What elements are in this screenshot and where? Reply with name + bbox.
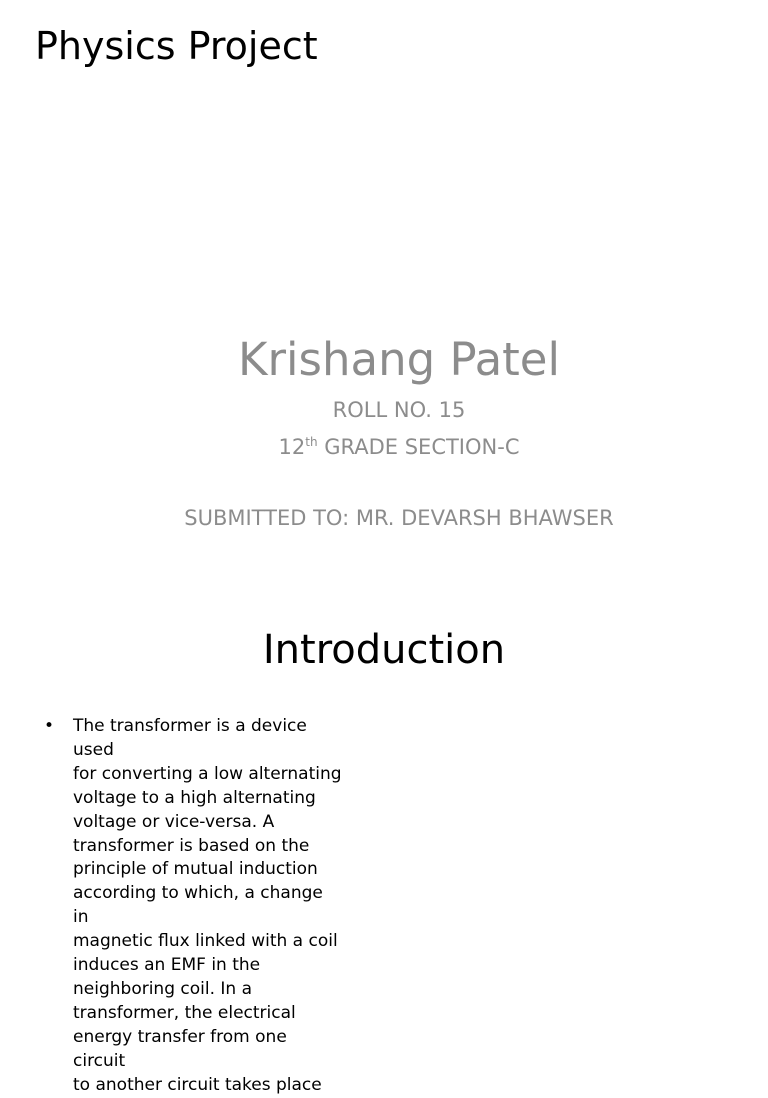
grade-number: 12 — [278, 435, 306, 459]
bullet-line: magnetic flux linked with a coil — [73, 931, 338, 952]
bullet-line: transformer is based on the — [73, 835, 310, 856]
roll-number: ROLL NO. 15 — [332, 398, 466, 422]
introduction-bullet-list — [42, 715, 342, 1098]
bullet-line: for converting a low alternating — [73, 763, 342, 784]
bullet-line: voltage to a high alternating — [73, 787, 316, 808]
bullet-line: transformer, the electrical — [73, 1002, 296, 1023]
page-title: Physics Project — [35, 24, 318, 68]
bullet-line: The transformer is a device used — [73, 716, 307, 760]
author-name: Krishang Patel — [238, 333, 560, 386]
bullet-dot-icon: • — [44, 716, 55, 736]
bullet-item — [42, 715, 342, 1098]
introduction-heading: Introduction — [262, 627, 506, 673]
bullet-line: neighboring coil. In a — [73, 978, 253, 999]
grade-section — [0, 434, 768, 460]
author-block — [0, 330, 768, 531]
bullet-line: according to which, a change in — [73, 883, 323, 928]
bullet-line: voltage or vice-versa. A — [73, 811, 275, 832]
grade-rest: GRADE SECTION-C — [317, 435, 520, 459]
bullet-line: to another circuit takes place — [73, 1074, 322, 1095]
bullet-line: induces an EMF in the — [73, 955, 261, 976]
bullet-line: principle of mutual induction — [73, 859, 318, 880]
grade-suffix: th — [305, 435, 318, 449]
bullet-line: energy transfer from one circuit — [73, 1026, 287, 1071]
submitted-to: SUBMITTED TO: MR. DEVARSH BHAWSER — [184, 506, 614, 530]
